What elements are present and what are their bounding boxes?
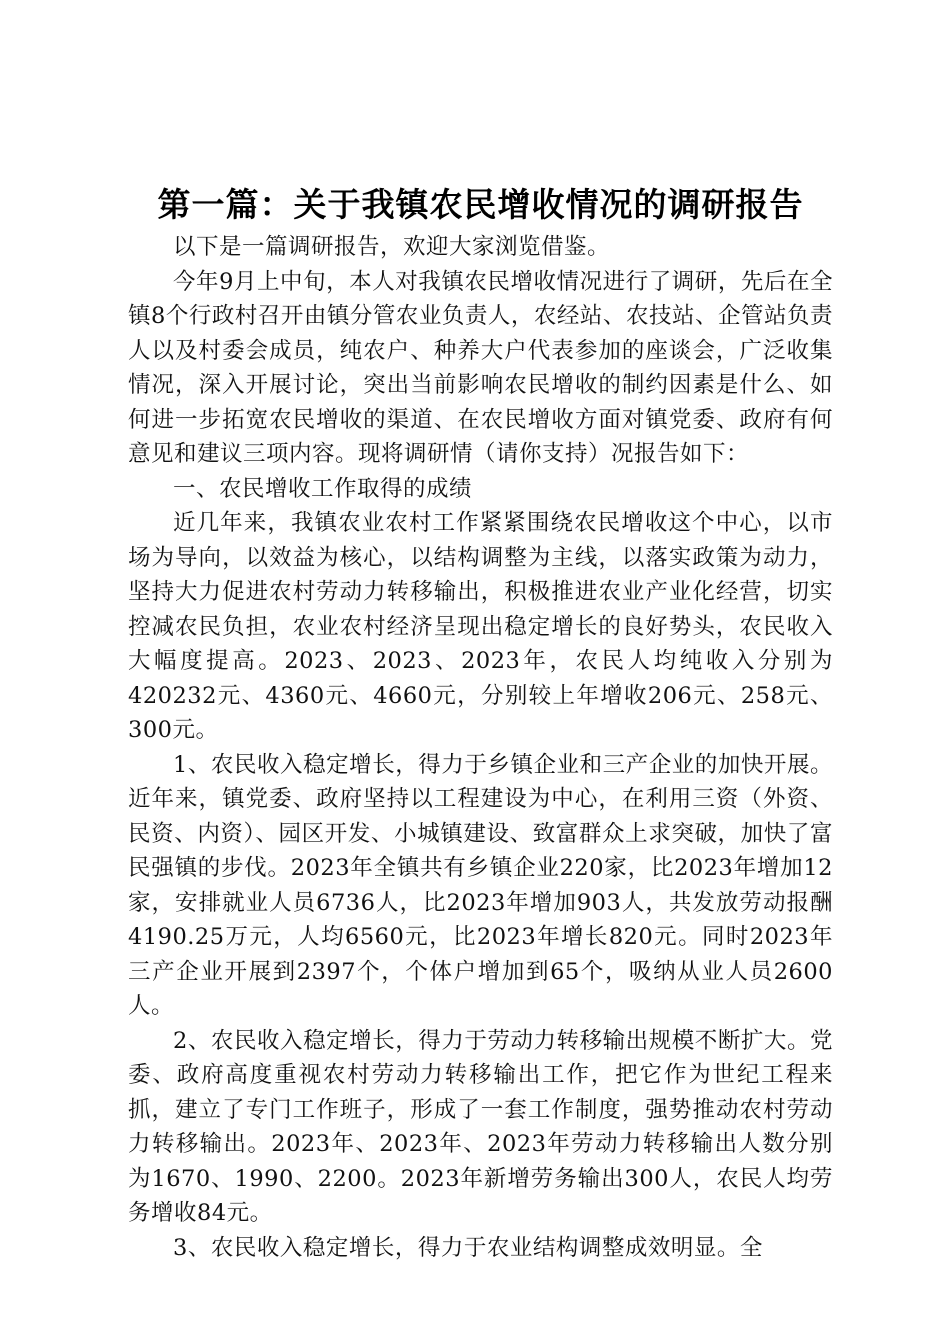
background-paragraph: 今年9月上中旬，本人对我镇农民增收情况进行了调研，先后在全镇8个行政村召开由镇分管农业负责人，农经站、农技站、企管站负责人以及村委会成员，纯农户、种养大户代表参加的座谈会，广泛收集情况，深入开展讨论，突出当前影响农民增收的制约因素是什么、如何进一步拓宽农民增收的渠道、在农民增收方面对镇党委、政府有何意见和建议三项内容。现将调研情（请你支持）况报告如下： [128, 268, 833, 467]
section-heading: 一、农民增收工作取得的成绩 [173, 475, 473, 502]
document-body [128, 182, 833, 1265]
point-3-paragraph: 3、农民收入稳定增长，得力于农业结构调整成效明显。全 [173, 1234, 763, 1261]
point-1-paragraph: 1、农民收入稳定增长，得力于乡镇企业和三产企业的加快开展。近年来，镇党委、政府坚持以工程建设为中心，在利用三资（外资、民资、内资）、园区开发、小城镇建设、致富群众上求突破，加快了富民强镇的步伐。2023年全镇共有乡镇企业220家，比2023年增加12家，安排就业人员6736人，比2023年增加903人，共发放劳动报酬4190.25万元，人均6560元，比2023年增长820元。同时2023年三产企业开展到2397个，个体户增加到65个，吸纳从业人员2600人。 [128, 751, 833, 1019]
intro-paragraph: 以下是一篇调研报告，欢迎大家浏览借鉴。 [173, 234, 611, 260]
point-2-paragraph: 2、农民收入稳定增长，得力于劳动力转移输出规模不断扩大。党委、政府高度重视农村劳动力转移输出工作，把它作为世纪工程来抓，建立了专门工作班子，形成了一套工作制度，强势推动农村劳动力转移输出。2023年、2023年、2023年劳动力转移输出人数分别为1670、1990、2200。2023年新增劳务输出300人，农民人均劳务增收84元。 [128, 1027, 833, 1226]
document-title: 第一篇：关于我镇农民增收情况的调研报告 [157, 185, 804, 224]
achievements-paragraph: 近几年来，我镇农业农村工作紧紧围绕农民增收这个中心，以市场为导向，以效益为核心，以结构调整为主线，以落实政策为动力，坚持大力促进农村劳动力转移输出，积极推进农业产业化经营，切实控减农民负担，农业农村经济呈现出稳定增长的良好势头，农民收入大幅度提高。2023、2023、2023年，农民人均纯收入分别为420232元、4360元、4660元，分别较上年增收206元、258元、300元。 [128, 510, 833, 743]
